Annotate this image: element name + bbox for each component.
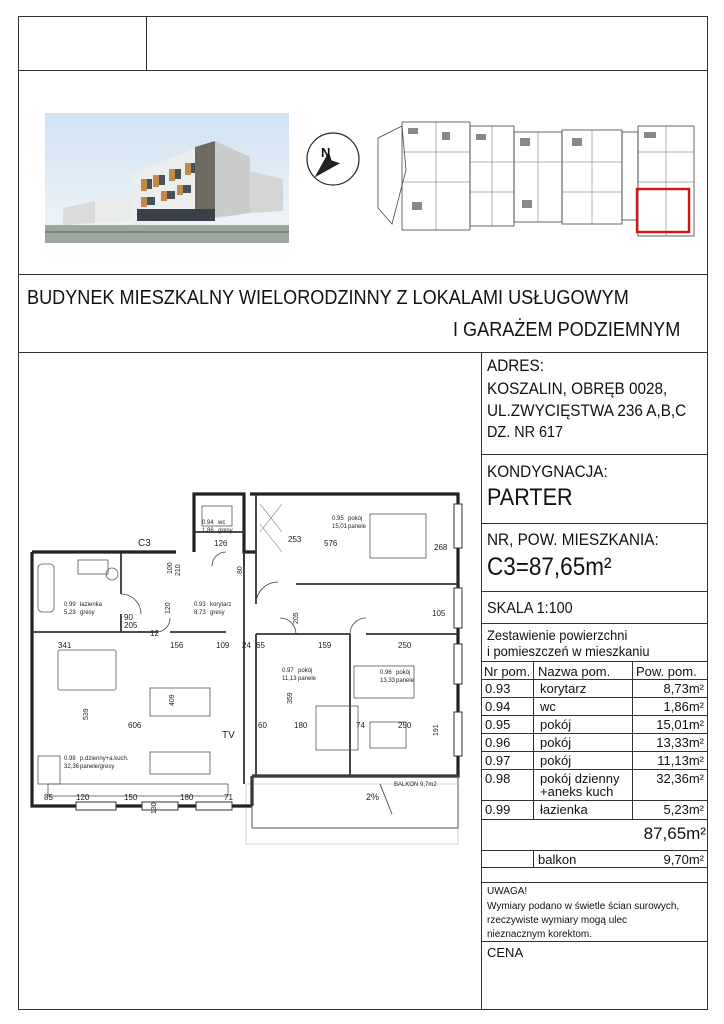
row-name: pokój: [540, 753, 572, 768]
dim: 359: [287, 692, 294, 704]
row-nr: 0.97: [485, 753, 511, 768]
plan-room-095-finish: panele: [348, 524, 367, 530]
plan-room-097-nr: 0.97: [282, 668, 294, 674]
plan-room-096-area: 13,33: [380, 678, 396, 684]
plan-room-098-area: 32,36: [64, 764, 80, 770]
floor-plan: [20, 484, 470, 854]
dim: 60: [258, 721, 267, 730]
dim: 126: [214, 539, 228, 548]
row-name: pokój dzienny: [540, 771, 620, 786]
plan-room-098-finish: panele/gresy: [80, 764, 115, 770]
dim: 74: [356, 721, 365, 730]
table-row: [482, 732, 708, 752]
row-area: 32,36m²: [656, 771, 704, 786]
slope-label: 2%: [366, 792, 380, 802]
north-arrow-icon: [303, 127, 363, 191]
dim: 253: [288, 535, 302, 544]
dim: 156: [170, 641, 184, 650]
dim: 539: [83, 708, 90, 720]
summary-heading1: Zestawienie powierzchni: [487, 627, 628, 643]
row-nr: 0.93: [485, 681, 511, 696]
dim: 210: [175, 564, 182, 576]
dim: 120: [165, 602, 172, 614]
plan-room-099-area: 5,23: [64, 610, 76, 616]
plan-room-096-nr: 0.96: [380, 670, 392, 676]
dim: 130: [151, 802, 158, 814]
plan-room-097-area: 11,13: [282, 676, 297, 682]
dim: 205: [293, 612, 300, 624]
apartment-heading: NR, POW. MIESZKANIA:: [487, 530, 659, 549]
floor-heading: KONDYGNACJA:: [487, 462, 608, 481]
dim: 409: [169, 694, 176, 706]
total-area: 87,65m²: [643, 824, 706, 843]
plan-room-097-name: pokój: [298, 668, 313, 674]
note-top-divider: [481, 882, 708, 883]
dim: 180: [294, 721, 308, 730]
dim: 576: [324, 539, 338, 548]
balcony-label: balkon: [538, 852, 577, 867]
address-line3: DZ. NR 617: [487, 424, 564, 441]
tv-label: TV: [222, 730, 235, 741]
plan-room-097-finish: panele: [298, 676, 317, 682]
dim: 205: [124, 621, 138, 630]
plan-room-098-name: p.dzienny+a.kuch.: [80, 756, 129, 762]
note-heading: UWAGA!: [487, 886, 528, 897]
col-nr-header: Nr pom.: [484, 664, 531, 679]
plan-room-093-nr: 0.93: [194, 602, 206, 608]
address-line2: UL.ZWYCIĘSTWA 236 A,B,C: [487, 401, 687, 420]
plan-room-099-name: łazienka: [80, 602, 103, 608]
price-label: CENA: [487, 945, 524, 960]
dim: 105: [432, 609, 446, 618]
address-heading: ADRES:: [487, 356, 544, 375]
row-name-line2: +aneks kuch: [540, 784, 614, 799]
dim: 120: [76, 793, 90, 802]
table-row-divider: [481, 819, 708, 820]
site-plan-key: [372, 112, 700, 238]
apartment-divider: [481, 591, 708, 592]
plan-room-095-nr: 0.95: [332, 516, 344, 522]
dim: 150: [124, 793, 138, 802]
table-row: [482, 750, 708, 770]
north-label: N: [321, 145, 331, 160]
row-nr: 0.98: [485, 771, 511, 786]
header-divider: [18, 70, 708, 71]
note-bottom-divider: [481, 941, 708, 942]
dim: 85: [44, 793, 53, 802]
plan-room-099-nr: 0.99: [64, 602, 76, 608]
dim: 159: [318, 641, 332, 650]
plan-room-094-nr: 0.94: [202, 520, 214, 526]
plan-room-094-finish: gresy: [218, 528, 233, 534]
plan-room-094-area: 1,86: [202, 528, 214, 534]
building-rendering: [45, 113, 289, 243]
table-row: [482, 799, 708, 819]
dim: 109: [216, 641, 230, 650]
apartment-value: C3=87,65m²: [487, 553, 612, 581]
row-area: 15,01m²: [656, 717, 704, 732]
plan-room-096-finish: panele: [396, 678, 415, 684]
row-nr: 0.96: [485, 735, 511, 750]
col-name-header: Nazwa pom.: [538, 664, 611, 679]
dim: 268: [434, 543, 448, 552]
address-divider: [481, 454, 708, 455]
images-divider: [18, 274, 708, 275]
dim: 80: [237, 566, 244, 574]
plan-room-093-name: korytarz: [210, 602, 232, 608]
title-divider: [18, 352, 708, 353]
dim: 606: [128, 721, 142, 730]
dim: 180: [180, 793, 194, 802]
floor-divider: [481, 523, 708, 524]
dim: 12: [150, 629, 159, 638]
row-area: 5,23m²: [663, 802, 704, 817]
balcony-area: 9,70m²: [663, 852, 704, 867]
scale-divider: [481, 623, 708, 624]
row-nr: 0.95: [485, 717, 511, 732]
plan-room-093-finish: gresy: [210, 610, 225, 616]
note-line1: Wymiary podano w świetle ścian surowych,: [487, 901, 680, 912]
dim: 90: [124, 613, 133, 622]
row-name: łazienka: [540, 802, 588, 817]
table-row: [482, 714, 708, 734]
plan-room-098-nr: 0.98: [64, 756, 76, 762]
plan-room-094-name: wc: [218, 520, 226, 526]
plan-room-095-area: 15,01: [332, 524, 348, 530]
dim: 65: [256, 641, 265, 650]
col-area-header: Pow. pom.: [636, 664, 697, 679]
plan-room-096-name: pokój: [396, 670, 411, 676]
header-cell-divider: [146, 16, 147, 70]
row-area: 8,73m²: [663, 681, 704, 696]
table-row: [482, 768, 708, 800]
row-area: 11,13m²: [657, 753, 704, 768]
table-row: [482, 696, 708, 716]
row-nr: 0.99: [485, 802, 511, 817]
plan-room-093-area: 8,73: [194, 610, 206, 616]
dim: 71: [224, 793, 233, 802]
row-name: korytarz: [540, 681, 587, 696]
scale-label: SKALA 1:100: [487, 600, 573, 617]
row-name: pokój: [540, 717, 572, 732]
row-name: wc: [540, 699, 556, 714]
summary-heading2: i pomieszczeń w mieszkaniu: [487, 643, 650, 659]
balcony-col-divider: [533, 850, 534, 867]
dim: 250: [398, 721, 412, 730]
dim: 250: [398, 641, 412, 650]
total-divider: [481, 850, 708, 851]
balcony-divider: [481, 867, 708, 868]
floor-value: PARTER: [487, 484, 573, 511]
plan-room-099-finish: gresy: [80, 610, 95, 616]
note-line2: rzeczywiste wymiary mogą ulec: [487, 915, 628, 926]
row-nr: 0.94: [485, 699, 511, 714]
dim: 191: [433, 724, 440, 736]
unit-label: C3: [138, 538, 151, 549]
unit-highlight: [637, 189, 689, 232]
row-name: pokój: [540, 735, 572, 750]
dim: 24: [242, 641, 251, 650]
building-title-line1: BUDYNEK MIESZKALNY WIELORODZINNY Z LOKALAMI USŁUGOWYM: [27, 287, 629, 309]
plan-room-095-name: pokój: [348, 516, 363, 522]
row-area: 1,86m²: [663, 699, 704, 714]
note-line3: nieznacznym korektom.: [487, 929, 593, 940]
balcony-plan-label: BALKON 9,7m2: [394, 782, 437, 788]
row-area: 13,33m²: [656, 735, 704, 750]
address-line1: KOSZALIN, OBRĘB 0028,: [487, 379, 668, 398]
dim: 100: [167, 562, 174, 574]
building-title-line2: I GARAŻEM PODZIEMNYM: [453, 319, 681, 341]
table-row: [482, 678, 708, 698]
dim: 341: [58, 641, 72, 650]
